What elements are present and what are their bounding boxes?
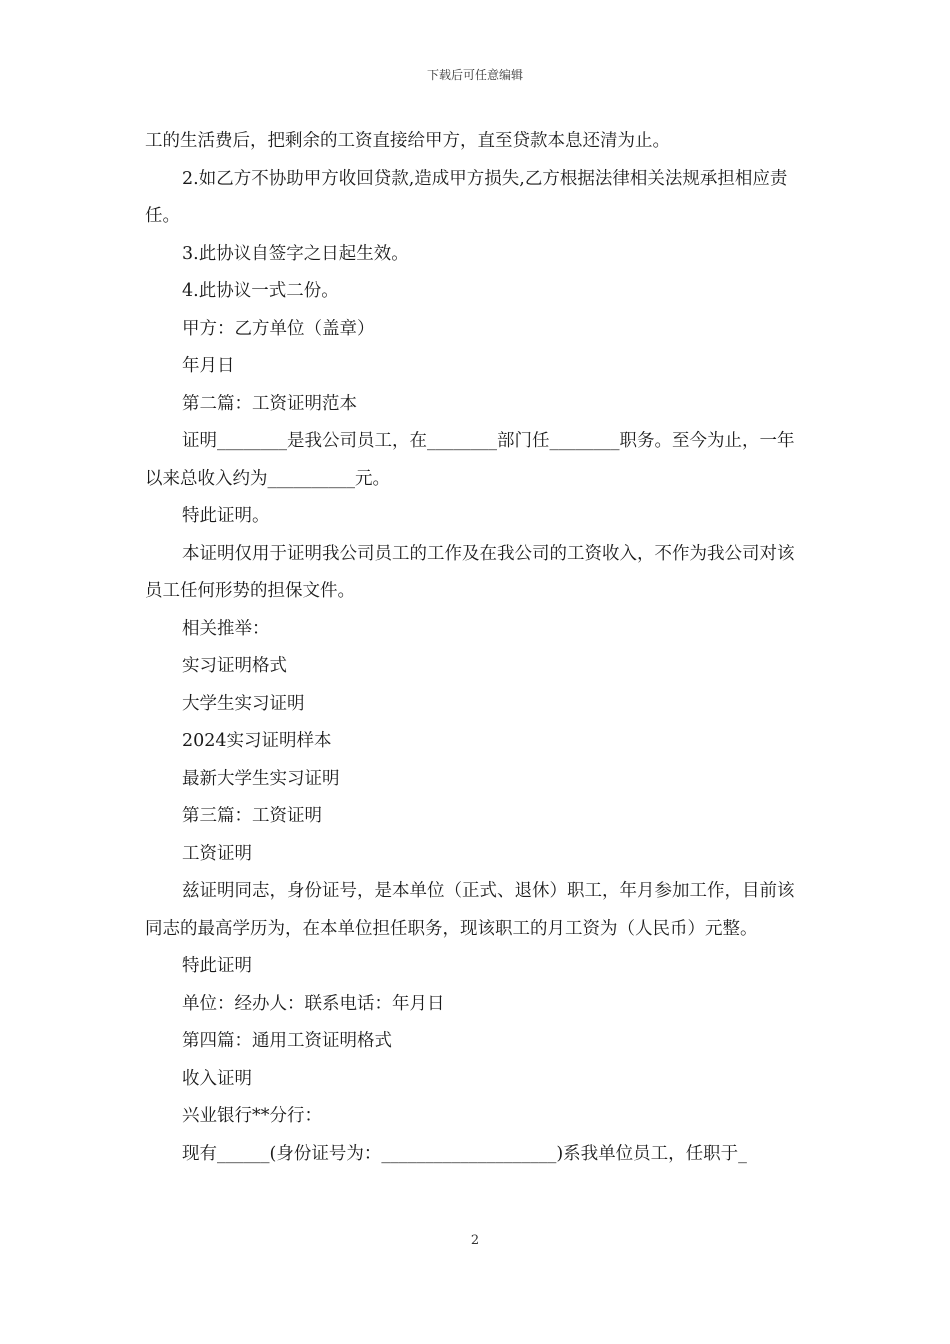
page-header: 下载后可任意编辑 [426,68,523,82]
paragraph: 工的生活费后，把剩余的工资直接给甲方，直至贷款本息还清为止。 [145,131,670,151]
paragraph: 年月日 [182,356,235,376]
paragraph: 第四篇：通用工资证明格式 [182,1031,392,1051]
paragraph: 2.如乙方不协助甲方收回贷款,造成甲方损失,乙方根据法律相关法规承担相应责任。 [145,168,788,226]
paragraph: 相关推举： [182,618,270,639]
paragraph: 2024实习证明样本 [182,731,332,751]
paragraph: 单位：经办人：联系电话：年月日 [182,993,445,1014]
paragraph: 4.此协议一式二份。 [182,281,339,301]
paragraph: 收入证明 [182,1068,252,1089]
paragraph: 甲方：乙方单位（盖章） [182,318,375,339]
paragraph: 兴业银行**分行： [182,1106,322,1126]
paragraph: 特此证明。 [182,506,270,526]
paragraph: 3.此协议自签字之日起生效。 [182,243,409,264]
paragraph: 工资证明 [182,843,252,864]
paragraph: 证明________是我公司员工，在________部门任________职务。至今为止，一年以来总收入约为__________元。 [145,431,795,489]
paragraph: 实习证明格式 [182,656,287,676]
paragraph: 第三篇：工资证明 [182,806,322,826]
paragraph: 第二篇：工资证明范本 [182,393,357,414]
paragraph: 兹证明同志，身份证号，是本单位（正式、退休）职工，年月参加工作，目前该同志的最高学历为，在本单位担任职务，现该职工的月工资为（人民币）元整。 [145,881,795,939]
page-number: 2 [470,1233,480,1248]
paragraph: 最新大学生实习证明 [182,768,340,789]
paragraph: 现有______(身份证号为：____________________)系我单位员工，任职于_ [182,1143,747,1164]
paragraph: 大学生实习证明 [182,693,305,714]
paragraph: 特此证明 [182,956,252,976]
paragraph: 本证明仅用于证明我公司员工的工作及在我公司的工资收入，不作为我公司对该员工任何形势的担保文件。 [145,543,795,601]
document-body [145,123,811,1173]
